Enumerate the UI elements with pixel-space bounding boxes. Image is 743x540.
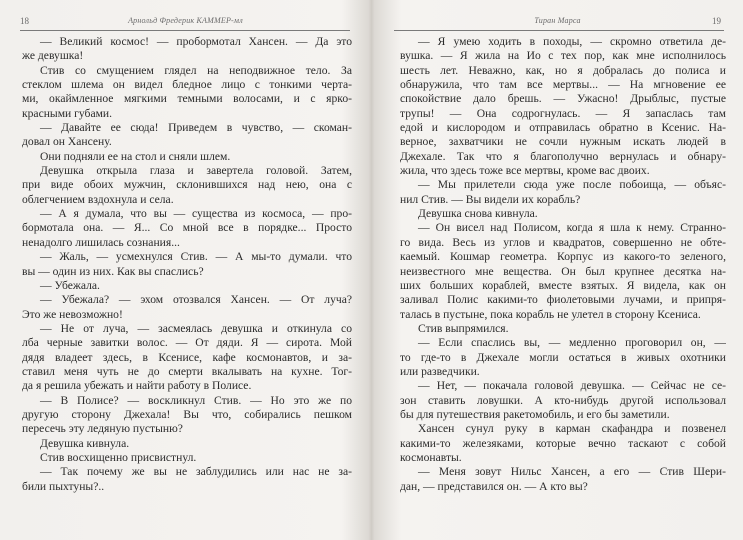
text-line: другую сторону Джехала! Вы что, собирались пешком — [22, 407, 352, 421]
page-body — [22, 35, 352, 494]
text-line: или разведчики. — [400, 364, 480, 378]
text-line: дядя владеет здесь, в Ксенисе, кафе космонавтов, и за- — [22, 350, 352, 364]
text-line: какими-то железяками, которые вечно таскают с собой — [400, 436, 726, 450]
text-line: талась в пустыне, пока корабль не улетел в сторону Ксениса. — [400, 307, 701, 321]
text-line: верное, захватчики не сочли нужным искать людей в — [400, 135, 726, 149]
header-rule — [394, 30, 724, 31]
text-line: да я решила убежать и найти работу в Полисе. — [22, 379, 252, 393]
text-line: Девушка снова кивнула. — [418, 207, 538, 221]
text-line: бормотала она. — Я... Со мной все в порядке... Просто — [22, 221, 352, 235]
text-line: шесть лет. Неважно, как, но я добралась до полиса и — [400, 63, 726, 77]
text-line: вы — один из них. Как вы спаслись? — [22, 264, 204, 278]
text-line: — В Полисе? — воскликнул Стив. — Но это же по — [40, 393, 352, 407]
text-line: заливал Полис какими-то фиолетовыми лучами, и припря- — [400, 293, 726, 307]
right-page — [372, 0, 743, 540]
running-head: Тиран Марса — [534, 16, 581, 25]
page-number: 18 — [20, 16, 29, 26]
text-line: — Меня зовут Нильс Хансен, а его — Стив Шери- — [418, 465, 726, 479]
text-line: — Если спаслись вы, — медленно проговорил он, — — [418, 336, 726, 350]
text-line: облегчением вздохнула и села. — [22, 192, 174, 206]
text-line: — Он висел над Полисом, когда я шла к нему. Странно- — [418, 221, 726, 235]
text-line: же девушка! — [22, 49, 84, 63]
left-page — [0, 0, 371, 540]
text-line: довал он Хансену. — [22, 135, 112, 149]
text-line: пересечь эту ледяную пустыню? — [22, 422, 183, 436]
text-line: Стив восхищенно присвистнул. — [40, 450, 197, 464]
running-head: Арнольд Фредерик КАММЕР-мл — [128, 16, 243, 25]
header-rule — [20, 30, 350, 31]
text-line: каемый. Кошмар геометра. Корпус из какого-то зеленого, — [400, 250, 726, 264]
text-line: ненадолго лишилась сознания... — [22, 235, 180, 249]
text-line: жила, что здесь тоже все мертвы, кроме вас двоих. — [400, 164, 650, 178]
text-line: то где-то в Джехале могли остаться в живых охотники — [400, 350, 726, 364]
text-line: били пыхтуны?.. — [22, 479, 105, 493]
text-line: — Давайте ее сюда! Приведем в чувство, — скоман- — [40, 121, 352, 135]
text-line: Хансен сунул руку в карман скафандра и позвенел — [418, 422, 726, 436]
text-line: стеклом шлема он видел бледное лицо с тонкими черта- — [22, 78, 352, 92]
text-line: Девушка открыла глаза и завертела головой. Затем, — [40, 164, 352, 178]
text-line: едой и кислородом и отправилась обратно в Ксенис. На- — [400, 121, 726, 135]
text-line: ших больших кораблей, вместе взятых. Я видела, как он — [400, 278, 726, 292]
text-line: — Я умею ходить в походы, — скромно ответила де- — [418, 35, 726, 48]
text-line: Стив со смущением глядел на неподвижное тело. За — [40, 63, 352, 77]
text-line: — А я думала, что вы — существа из космоса, — про- — [40, 207, 352, 221]
text-line: Они подняли ее на стол и сняли шлем. — [40, 149, 231, 163]
page-number: 19 — [712, 16, 721, 26]
text-line: ставил меня чуть не до смерти вкалывать на кухне. Тог- — [22, 364, 352, 378]
text-line: Девушка кивнула. — [40, 436, 130, 450]
text-line: — Великий космос! — пробормотал Хансен. — Да это — [40, 35, 352, 48]
text-line: — Убежала? — эхом отозвался Хансен. — От луча? — [40, 293, 352, 307]
text-line: спокойствие дало брешь. — Ужасно! Дрыблыс, пустые — [400, 92, 726, 106]
text-line: Это же невозможно! — [22, 307, 123, 321]
text-line: красными губами. — [22, 106, 113, 120]
text-line: — Мы прилетели сюда уже после побоища, — объяс- — [418, 178, 726, 192]
text-line: — Нет, — покачала головой девушка. — Сейчас не се- — [418, 379, 726, 393]
text-line: нил Стив. — Вы видели их корабль? — [400, 192, 581, 206]
text-line: Джехале. Так что я благополучно вернулась и обнару- — [400, 149, 726, 163]
text-line: зон ставить ловушки. А кто-нибудь другой использовал — [400, 393, 726, 407]
text-line: бы для путешествия ракетомобиль, и его бы заметили. — [400, 407, 670, 421]
text-line: лба черные завитки волос. — От дяди. Я — сирота. Мой — [22, 336, 352, 350]
text-line: трупы! — Она содрогнулась. — Я запаслась там — [400, 106, 726, 120]
page-body — [400, 35, 726, 494]
text-line: при виде обоих мужчин, склонившихся над нею, она с — [22, 178, 352, 192]
text-line: го вида. Весь из углов и квадратов, совершенно не обте- — [400, 235, 726, 249]
text-line: дан, — представился он. — А кто вы? — [400, 479, 588, 493]
text-line: — Убежала. — [40, 278, 100, 292]
text-line: неизвестного мне вещества. Он был крупнее десятка на- — [400, 264, 726, 278]
text-line: вушка. — Я жила на Ио с тех пор, как мне исполнилось — [400, 49, 726, 63]
text-line: — Жаль, — усмехнулся Стив. — А мы-то думали. что — [40, 250, 352, 264]
text-line: обнаружила, что там все мертвы... — На мгновение ее — [400, 78, 726, 92]
text-line: ми, окаймленное мягкими темными волосами, и с ярко- — [22, 92, 352, 106]
text-line: — Не от луча, — засмеялась девушка и откинула со — [40, 321, 352, 335]
text-line: космонавты. — [400, 450, 462, 464]
text-line: Стив выпрямился. — [418, 321, 509, 335]
text-line: — Так почему же вы не заблудились или нас не за- — [40, 465, 352, 479]
